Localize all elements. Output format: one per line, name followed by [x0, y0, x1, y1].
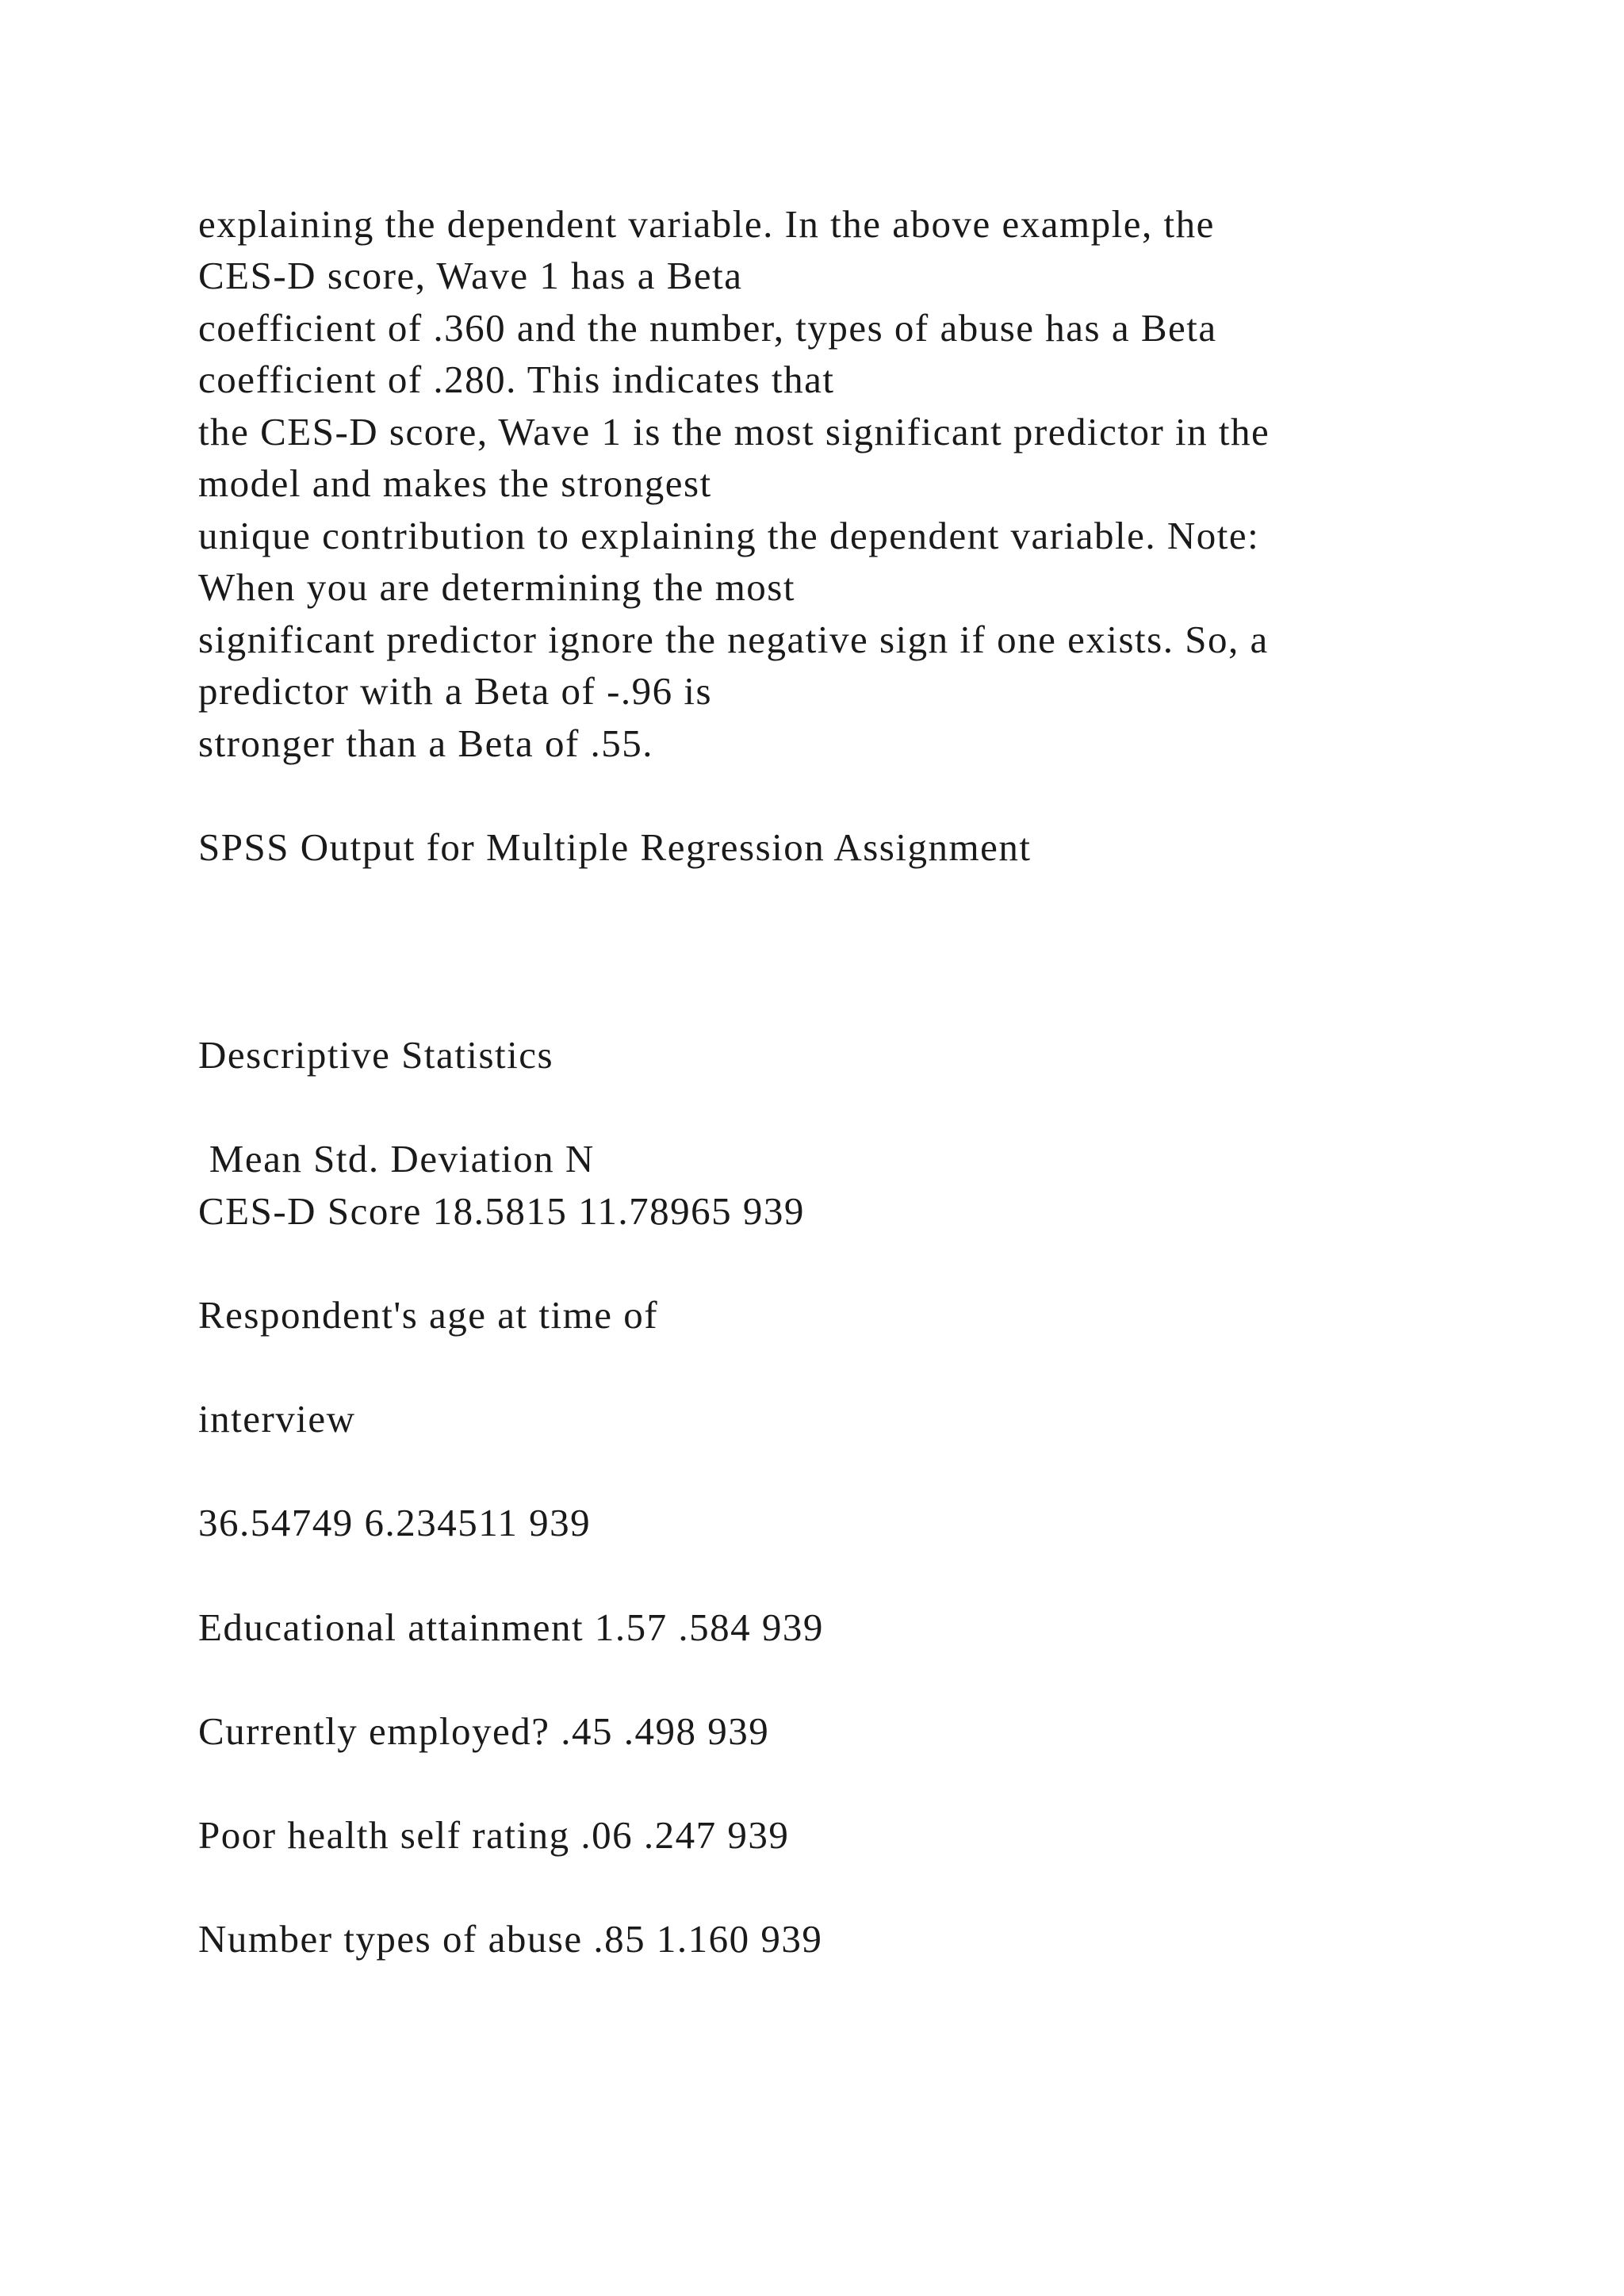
- table-row: Poor health self rating .06 .247 939: [198, 1813, 790, 1857]
- paragraph-line: predictor with a Beta of -.96 is: [198, 669, 713, 713]
- paragraph-line: When you are determining the most: [198, 565, 795, 609]
- paragraph-line: coefficient of .360 and the number, types of abuse has a Beta: [198, 306, 1217, 350]
- paragraph-line: explaining the dependent variable. In the above example, the: [198, 202, 1215, 246]
- section-heading: SPSS Output for Multiple Regression Assignment: [198, 825, 1032, 869]
- table-row: interview: [198, 1397, 356, 1441]
- table-header: Mean Std. Deviation N: [198, 1137, 595, 1181]
- paragraph-line: coefficient of .280. This indicates that: [198, 358, 835, 401]
- paragraph-line: the CES-D score, Wave 1 is the most significant predictor in the: [198, 410, 1270, 453]
- table-row: Respondent's age at time of: [198, 1293, 659, 1337]
- table-row: Currently employed? .45 .498 939: [198, 1709, 770, 1753]
- table-row: Educational attainment 1.57 .584 939: [198, 1605, 824, 1649]
- paragraph-line: unique contribution to explaining the dependent variable. Note:: [198, 514, 1260, 557]
- table-row: 36.54749 6.234511 939: [198, 1501, 592, 1544]
- paragraph-line: significant predictor ignore the negative sign if one exists. So, a: [198, 618, 1269, 661]
- table-row: Number types of abuse .85 1.160 939: [198, 1917, 823, 1961]
- table-title: Descriptive Statistics: [198, 1033, 554, 1077]
- paragraph-line: CES-D score, Wave 1 has a Beta: [198, 254, 743, 297]
- table-row: CES-D Score 18.5815 11.78965 939: [198, 1189, 805, 1233]
- paragraph-line: stronger than a Beta of .55.: [198, 721, 654, 765]
- paragraph-line: model and makes the strongest: [198, 461, 712, 505]
